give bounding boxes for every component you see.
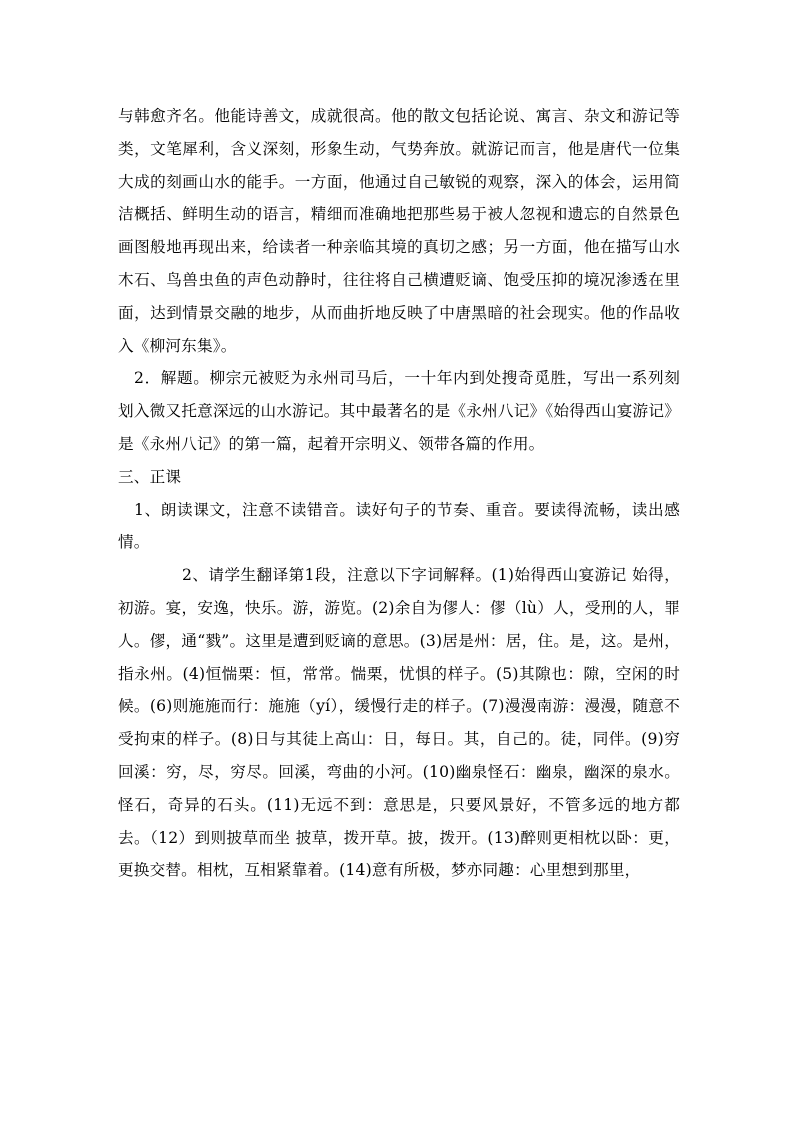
section-heading: 三、正课 (118, 467, 182, 486)
document-page (118, 100, 680, 887)
paragraph-author-intro: 与韩愈齐名。他能诗善文，成就很高。他的散文包括论说、寓言、杂文和游记等类，文笔犀利，含义深刻，形象生动，气势奔放。就游记而言，他是唐代一位集大成的刻画山水的能手。一方面，他通过自己敏锐的观察，深入的体会，运用简洁概括、鲜明生动的语言，精细而准确地把那些易于被人忽视和遗忘的自然景色画图般地再现出来，给读者一种亲临其境的真切之感；另一方面，他在描写山水木石、鸟兽虫鱼的声色动静时，往往将自己横遭贬谪、饱受压抑的境况渗透在里面，达到情景交融的地步，从而曲折地反映了中唐黑暗的社会现实。他的作品收入《柳河东集》。 (118, 107, 680, 355)
paragraph-title-explanation: 2．解题。柳宗元被贬为永州司马后，一十年内到处搜奇觅胜，写出一系列刻划入微又托意深远的山水游记。其中最著名的是《永州八记》《始得西山宴游记》是《永州八记》的第一篇，起着开宗明义、领带各篇的作用。 (118, 369, 680, 453)
paragraph-step-1: 1、朗读课文，注意不读错音。读好句子的节奏、重音。要读得流畅，读出感情。 (118, 500, 680, 552)
paragraph-step-2: 2、请学生翻译第1段，注意以下字词解释。(1)始得西山宴游记 始得，初游。宴，安逸，快乐。游，游览。(2)余自为僇人：僇（lù）人，受刑的人，罪人。僇，通“戮”。这里是遭到贬谪的意思。(3)居是州：居，住。是，这。是州，指永州。(4)恒惴栗：恒，常常。惴栗，忧惧的样子。(5)其隙也：隙，空闲的时候。(6)则施施而行：施施（yí），缓慢行走的样子。(7)漫漫南游：漫漫，随意不受拘束的样子。(8)日与其徒上高山：日，每日。其，自己的。徒，同伴。(9)穷回溪：穷，尽，穷尽。回溪，弯曲的小河。(10)幽泉怪石：幽泉，幽深的泉水。怪石，奇异的石头。(11)无远不到：意思是，只要风景好，不管多远的地方都去。（12）到则披草而坐 披草，拨开草。披，拨开。(13)醉则更相枕以卧：更，更换交替。相枕，互相紧靠着。(14)意有所极，梦亦同趣：心里想到那里， (118, 566, 680, 880)
